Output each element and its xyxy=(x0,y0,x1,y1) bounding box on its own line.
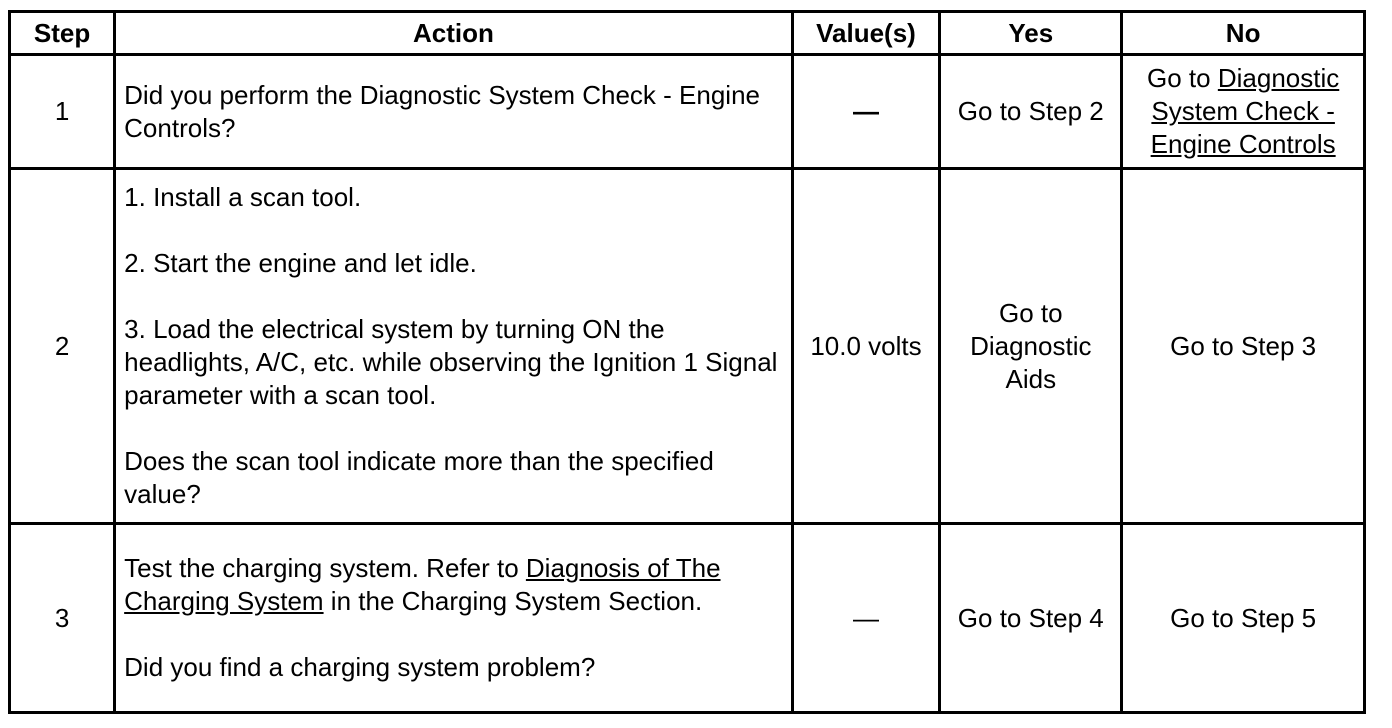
header-row xyxy=(10,12,1365,55)
header-yes: Yes xyxy=(940,12,1122,55)
value-cell: — xyxy=(792,524,940,713)
header-step: Step xyxy=(10,12,115,55)
table-row-step-3 xyxy=(10,524,1365,713)
table-row-step-1 xyxy=(10,55,1365,169)
action-substep-1: 1. Install a scan tool. xyxy=(124,182,362,212)
action-question: Does the scan tool indicate more than the specified value? xyxy=(124,446,714,509)
yes-cell: Go to Step 2 xyxy=(940,55,1122,169)
action-substep-3: 3. Load the electrical system by turning ON the headlights, A/C, etc. while observing the Ignition 1 Signal parameter with a scan tool. xyxy=(124,314,778,410)
action-prefix: Test the charging system. Refer to xyxy=(124,553,526,583)
action-cell xyxy=(115,55,793,169)
header-action: Action xyxy=(115,12,793,55)
yes-cell: Go to Step 4 xyxy=(940,524,1122,713)
no-cell: Go to Step 3 xyxy=(1122,169,1365,524)
action-suffix: in the Charging System Section. xyxy=(323,586,703,616)
action-substep-2: 2. Start the engine and let idle. xyxy=(124,248,477,278)
action-question: Did you find a charging system problem? xyxy=(124,652,596,682)
no-cell: Go to Step 5 xyxy=(1122,524,1365,713)
yes-cell: Go to Diagnostic Aids xyxy=(940,169,1122,524)
header-no: No xyxy=(1122,12,1365,55)
value-cell: 10.0 volts xyxy=(792,169,940,524)
step-number: 2 xyxy=(10,169,115,524)
diagnostic-system-check-link[interactable]: Diagnostic System Check - Engine Controls xyxy=(1150,63,1340,159)
header-values: Value(s) xyxy=(792,12,940,55)
action-text: Did you perform the Diagnostic System Check - Engine Controls? xyxy=(124,79,760,143)
step-number: 3 xyxy=(10,524,115,713)
diagnostic-table xyxy=(8,10,1366,714)
step-number: 1 xyxy=(10,55,115,169)
value-cell: — xyxy=(792,55,940,169)
action-text xyxy=(124,552,783,618)
diagnosis-charging-system-link[interactable]: Diagnosis of The Charging System xyxy=(124,553,721,616)
no-cell xyxy=(1122,55,1365,169)
no-prefix: Go to xyxy=(1147,63,1218,93)
action-cell xyxy=(115,524,793,713)
action-cell xyxy=(115,169,793,524)
table-row-step-2 xyxy=(10,169,1365,524)
